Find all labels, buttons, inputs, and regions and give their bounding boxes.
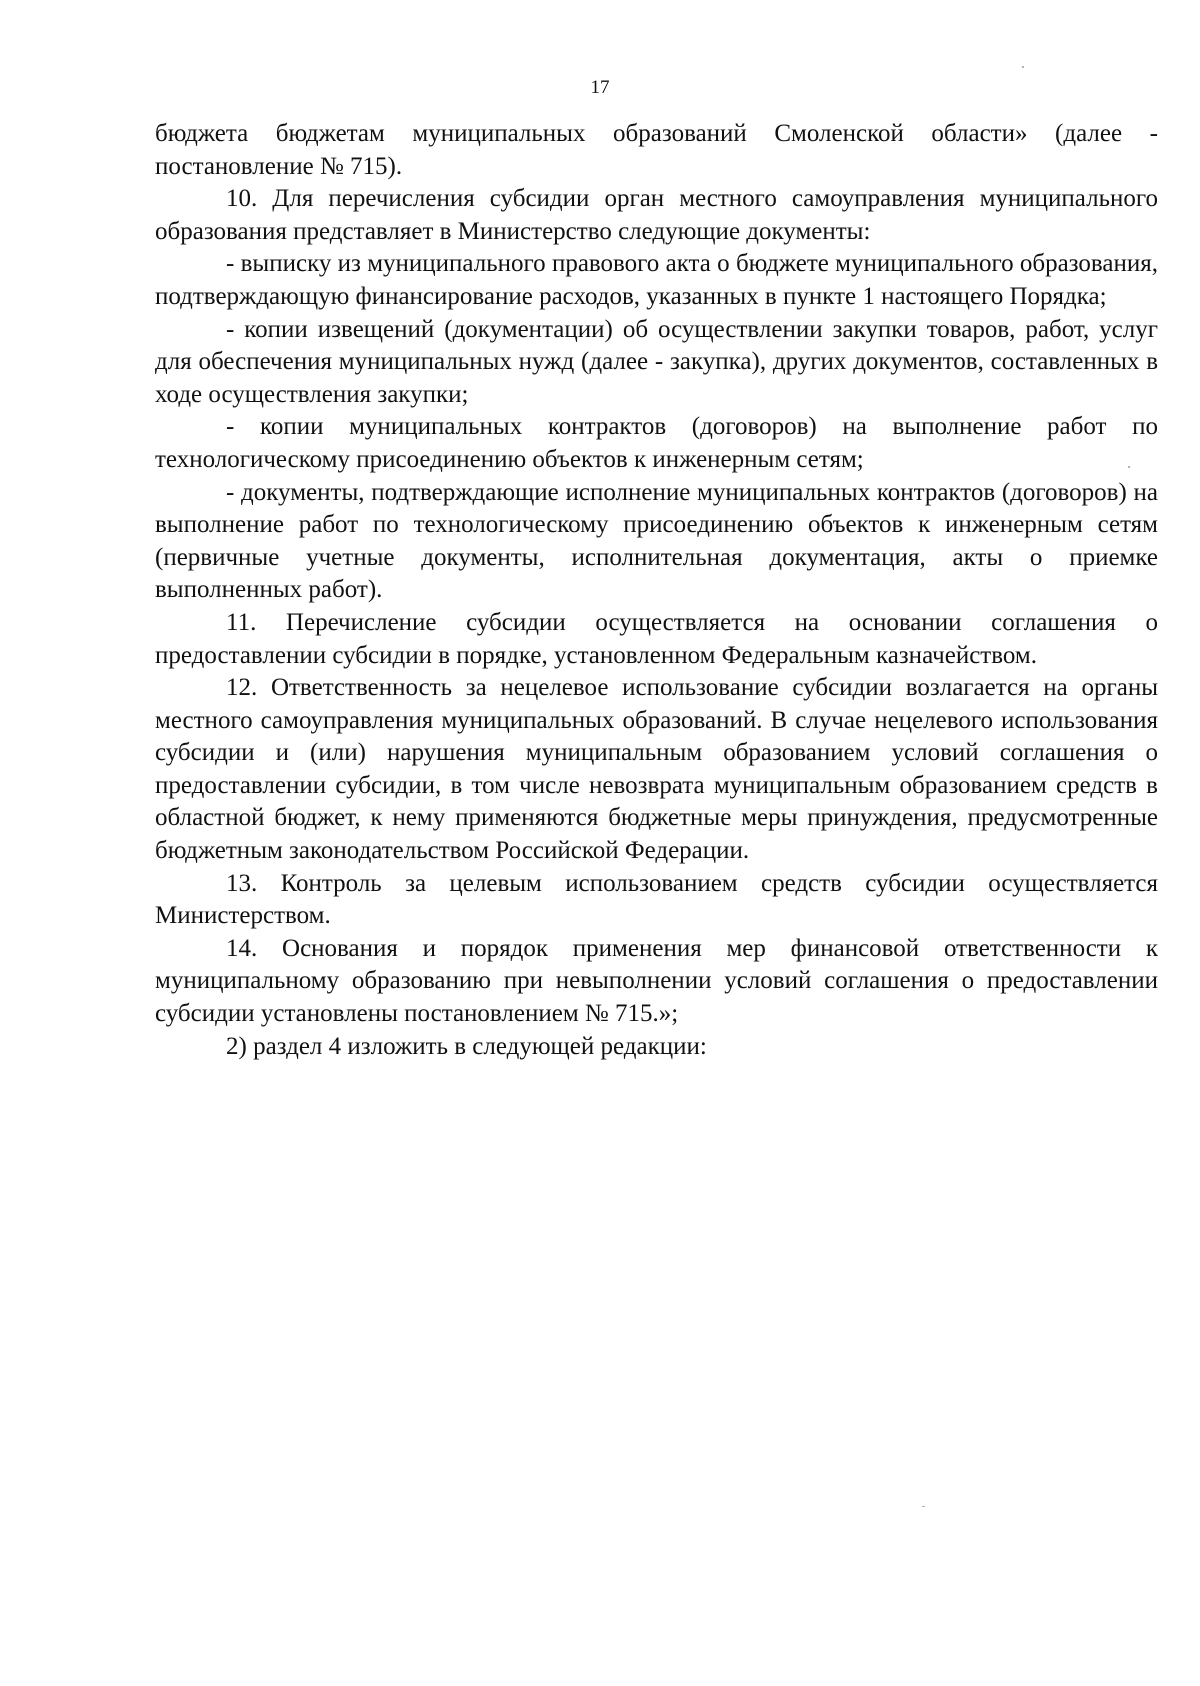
document-body	[155, 118, 1158, 1063]
paragraph-item-10: 10. Для перечисления субсидии орган местного самоуправления муниципального образования представляет в Министерство следующие документы:	[155, 185, 1158, 245]
paragraph-amendment-2: 2) раздел 4 изложить в следующей редакции:	[226, 1032, 707, 1060]
page-number: 17	[590, 77, 610, 98]
paragraph-list-notices: - копии извещений (документации) об осуществлении закупки товаров, работ, услуг для обеспечения муниципальных нужд (далее - закупка), других документов, составленных в ходе осуществления закупки;	[155, 315, 1158, 408]
paragraph-item-14: 14. Основания и порядок применения мер финансовой ответственности к муниципальному образованию при невыполнении условий соглашения о предоставлении субсидии установлены постановлением № 715.»;	[155, 934, 1158, 1028]
paragraph-list-documents: - документы, подтверждающие исполнение муниципальных контрактов (договоров) на выполнение работ по технологическому присоединению объектов к инженерным сетям (первичные учетные документы, исполнительная документация, акты о приемке выполненных работ).	[155, 478, 1158, 604]
paragraph-item-13: 13. Контроль за целевым использованием средств субсидии осуществляется Министерством.	[155, 869, 1158, 930]
scan-speck	[922, 1506, 925, 1507]
paragraph-continuation: бюджета бюджетам муниципальных образований Смоленской области» (далее - постановление № 715).	[155, 120, 1158, 180]
paragraph-item-12: 12. Ответственность за нецелевое использование субсидии возлагается на органы местного самоуправления муниципальных образований. В случае нецелевого использования субсидии и (или) нарушения муниципальным образованием условий соглашения о предоставлении субсидии, в том числе невозврата муниципальным образованием средств в областной бюджет, к нему применяются бюджетные меры принуждения, предусмотренные бюджетным законодательством Российской Федерации.	[155, 674, 1158, 865]
scan-speck	[1022, 66, 1024, 68]
paragraph-list-extract: - выписку из муниципального правового акта о бюджете муниципального образования, подтверждающую финансирование расходов, указанных в пункте 1 настоящего Порядка;	[155, 250, 1158, 310]
paragraph-item-11: 11. Перечисление субсидии осуществляется на основании соглашения о предоставлении субсидии в порядке, установленном Федеральным казначейством.	[155, 608, 1158, 669]
paragraph-list-contracts: - копии муниципальных контрактов (договоров) на выполнение работ по технологическому присоединению объектов к инженерным сетям;	[155, 413, 1158, 473]
scan-speck	[1128, 466, 1130, 468]
